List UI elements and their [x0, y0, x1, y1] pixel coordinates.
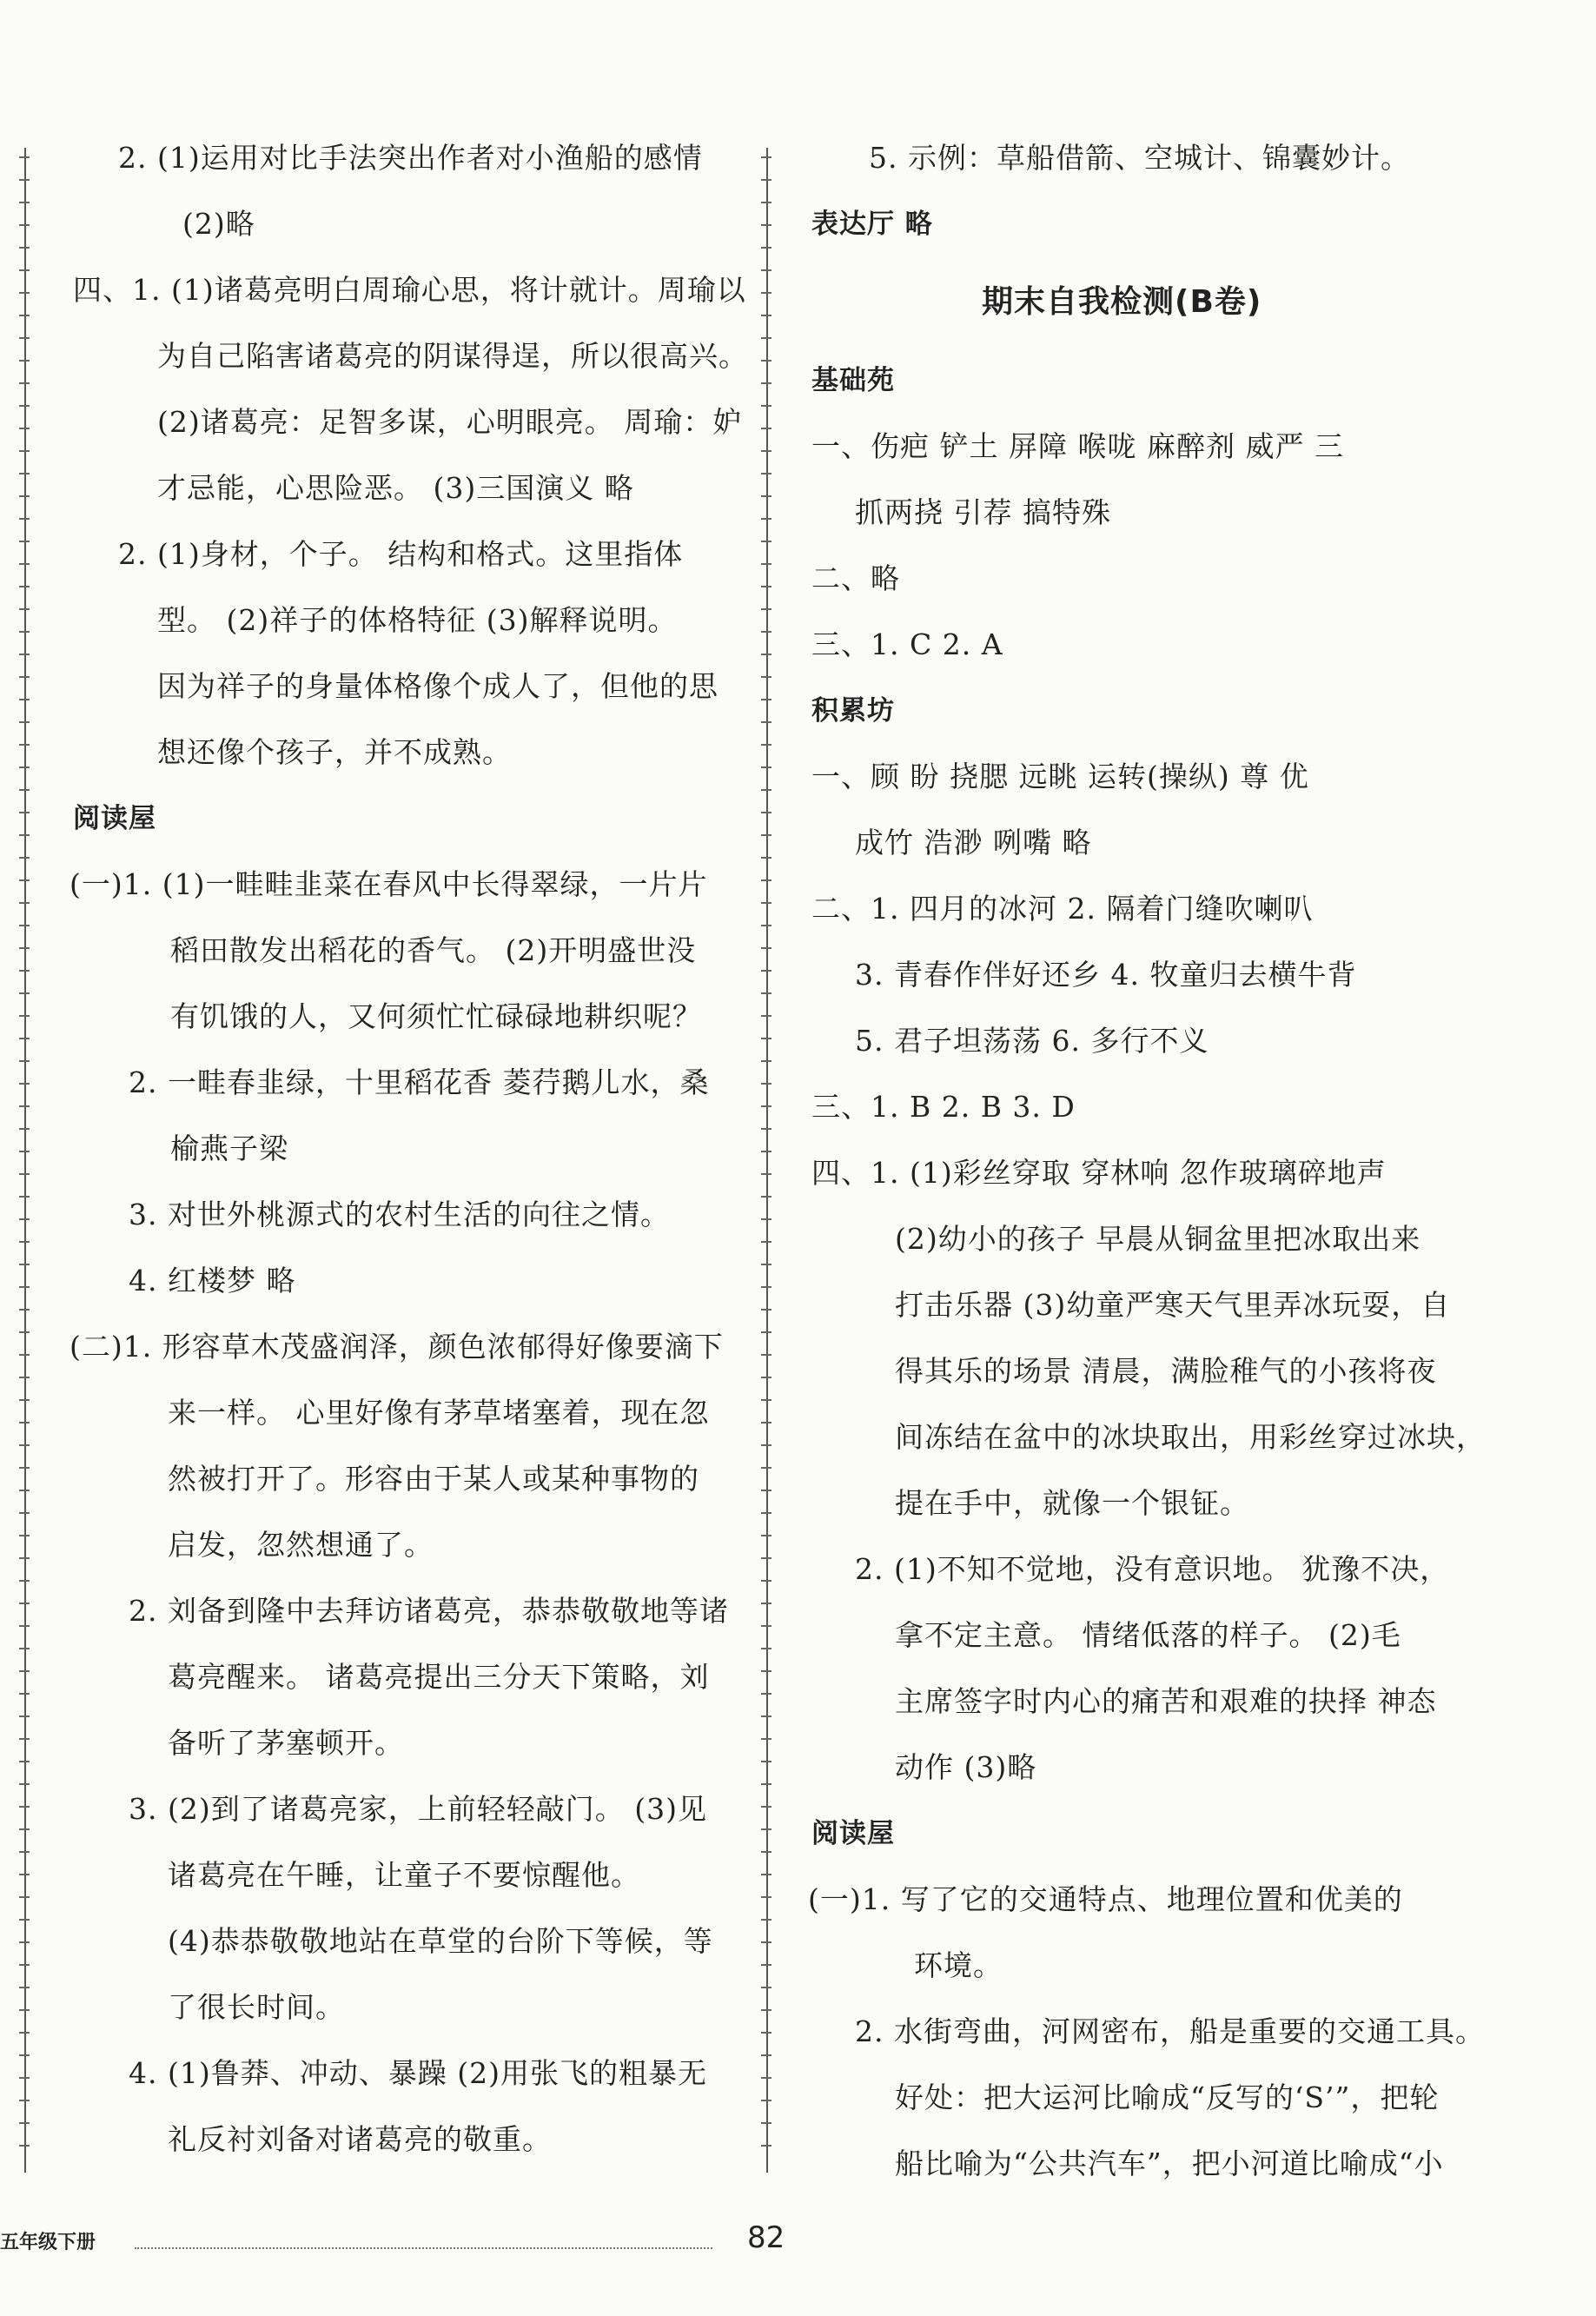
binding-tick — [761, 608, 772, 610]
binding-tick — [761, 1535, 772, 1536]
text-line: (2)略 — [182, 207, 255, 241]
binding-tick — [19, 1241, 30, 1243]
binding-tick — [761, 1783, 772, 1785]
binding-tick — [19, 1196, 30, 1198]
binding-tick — [761, 337, 772, 339]
binding-tick — [761, 1218, 772, 1220]
binding-tick — [19, 970, 30, 972]
binding-tick — [19, 1535, 30, 1536]
binding-tick — [19, 247, 30, 249]
binding-tick — [19, 902, 30, 904]
section-heading: 阅读屋 — [811, 1818, 895, 1849]
binding-tick — [19, 1015, 30, 1017]
text-line: 3. (2)到了诸葛亮家，上前轻轻敲门。 (3)见 — [129, 1792, 707, 1826]
binding-tick — [761, 1580, 772, 1582]
binding-tick — [19, 224, 30, 226]
binding-tick — [761, 1738, 772, 1740]
binding-tick — [19, 563, 30, 565]
binding-tick — [19, 2145, 30, 2147]
binding-tick — [761, 382, 772, 384]
binding-tick — [761, 834, 772, 836]
binding-tick — [761, 1331, 772, 1333]
binding-tick — [19, 1828, 30, 1830]
binding-tick — [19, 1919, 30, 1921]
binding-tick — [761, 1060, 772, 1062]
text-line: 了很长时间。 — [168, 1990, 345, 2024]
binding-tick — [761, 1015, 772, 1017]
grade-label: 五年级下册 — [0, 2232, 96, 2253]
binding-tick — [761, 1874, 772, 1875]
binding-tick — [19, 269, 30, 271]
text-line: 抓两挠 引荐 搞特殊 — [855, 495, 1111, 529]
binding-tick — [19, 721, 30, 723]
binding-tick — [19, 699, 30, 700]
binding-tick — [19, 1738, 30, 1740]
binding-tick — [761, 586, 772, 587]
binding-tick — [19, 1783, 30, 1785]
binding-tick — [19, 360, 30, 362]
binding-tick — [761, 202, 772, 203]
binding-tick — [761, 2077, 772, 2079]
binding-tick — [19, 879, 30, 881]
binding-tick — [19, 1806, 30, 1808]
text-line: (4)恭恭敬敬地站在草堂的台阶下等候，等 — [168, 1924, 713, 1958]
binding-tick — [761, 1715, 772, 1717]
binding-tick — [761, 744, 772, 746]
binding-tick — [19, 473, 30, 474]
binding-tick — [19, 1467, 30, 1469]
binding-tick — [761, 224, 772, 226]
binding-tick — [761, 1557, 772, 1559]
binding-tick — [761, 1354, 772, 1356]
binding-tick — [19, 1444, 30, 1446]
text-line: 葛亮醒来。 诸葛亮提出三分天下策略，刘 — [168, 1660, 710, 1694]
binding-tick — [761, 1490, 772, 1491]
binding-tick — [19, 766, 30, 768]
binding-tick — [761, 1964, 772, 1966]
binding-tick — [19, 382, 30, 384]
binding-tick — [19, 1128, 30, 1130]
binding-tick — [19, 1377, 30, 1378]
binding-tick — [19, 450, 30, 452]
binding-tick — [761, 789, 772, 791]
text-line: 2. 刘备到隆中去拜访诸葛亮，恭恭敬敬地等诸 — [129, 1594, 729, 1628]
binding-tick — [19, 676, 30, 678]
binding-tick — [19, 1603, 30, 1604]
text-line: 主席签字时内心的痛苦和艰难的抉择 神态 — [895, 1684, 1437, 1718]
binding-tick — [761, 156, 772, 158]
text-line: 间冻结在盆中的冰块取出，用彩丝穿过冰块， — [895, 1420, 1486, 1454]
footer-dotted-rule — [135, 2247, 712, 2249]
binding-tick — [19, 1286, 30, 1288]
binding-tick — [19, 1512, 30, 1514]
binding-tick — [19, 789, 30, 791]
binding-tick — [19, 1941, 30, 1943]
binding-tick — [761, 1828, 772, 1830]
binding-tick — [761, 1128, 772, 1130]
binding-tick — [761, 2122, 772, 2124]
binding-tick — [19, 1218, 30, 1220]
text-line: (一)1. (1)一畦畦韭菜在春风中长得翠绿，一片片 — [70, 867, 708, 901]
text-line: 才忌能，心思险恶。 (3)三国演义 略 — [157, 471, 634, 505]
section-heading: 积累坊 — [811, 695, 895, 727]
text-line: 动作 (3)略 — [895, 1750, 1037, 1784]
text-line: 2. 水街弯曲，河网密布，船是重要的交通工具。 — [855, 2014, 1485, 2048]
binding-tick — [761, 360, 772, 362]
binding-tick — [761, 1264, 772, 1265]
binding-tick — [761, 2100, 772, 2101]
binding-tick — [19, 857, 30, 859]
binding-tick — [761, 405, 772, 407]
binding-tick — [761, 2009, 772, 2011]
binding-tick — [761, 1625, 772, 1627]
binding-tick — [19, 1083, 30, 1085]
text-line: 2. (1)运用对比手法突出作者对小渔船的感情 — [118, 141, 703, 175]
binding-tick — [761, 654, 772, 655]
binding-tick — [19, 925, 30, 926]
text-line: 4. (1)鲁莽、冲动、暴躁 (2)用张飞的粗暴无 — [129, 2056, 707, 2090]
binding-tick — [19, 1060, 30, 1062]
text-line: 5. 示例：草船借箭、空城计、锦囊妙计。 — [869, 141, 1410, 175]
binding-tick — [761, 1422, 772, 1423]
binding-tick — [19, 1490, 30, 1491]
binding-tick — [19, 2077, 30, 2079]
text-line: 得其乐的场景 清晨，满脸稚气的小孩将夜 — [895, 1354, 1437, 1388]
binding-tick — [761, 1083, 772, 1085]
binding-tick — [761, 495, 772, 497]
binding-tick — [761, 1603, 772, 1604]
binding-tick — [761, 1399, 772, 1401]
text-line: 四、1. (1)彩丝穿取 穿林响 忽作玻璃碎地声 — [811, 1156, 1387, 1190]
binding-tick — [19, 156, 30, 158]
binding-tick — [761, 1444, 772, 1446]
binding-tick — [19, 1173, 30, 1175]
binding-tick — [761, 947, 772, 949]
binding-tick — [19, 1964, 30, 1966]
binding-tick — [19, 812, 30, 813]
text-line: 好处：把大运河比喻成“反写的‘S’”，把轮 — [895, 2080, 1440, 2114]
binding-tick — [19, 586, 30, 587]
binding-tick — [761, 1173, 772, 1175]
text-line: 有饥饿的人，又何须忙忙碌碌地耕织呢？ — [170, 999, 702, 1033]
binding-tick — [19, 1761, 30, 1762]
binding-tick — [761, 1761, 772, 1762]
binding-tick — [19, 1422, 30, 1423]
page-number: 82 — [747, 2220, 785, 2255]
text-line: 四、1. (1)诸葛亮明白周瑜心思，将计就计。周瑜以 — [73, 273, 746, 307]
section-heading: 基础苑 — [811, 365, 895, 396]
text-line: 一、顾 盼 挠腮 远眺 运转(操纵) 尊 优 — [811, 760, 1309, 793]
text-line: 成竹 浩渺 咧嘴 略 — [855, 826, 1092, 859]
binding-tick — [19, 292, 30, 294]
binding-tick — [761, 631, 772, 633]
binding-tick — [19, 1625, 30, 1627]
text-line: 因为祥子的身量体格像个成人了，但他的思 — [157, 669, 719, 703]
text-line: 备听了茅塞顿开。 — [168, 1726, 404, 1760]
binding-tick — [761, 269, 772, 271]
binding-tick — [19, 179, 30, 181]
binding-tick — [761, 925, 772, 926]
binding-tick — [19, 1264, 30, 1265]
binding-tick — [19, 2122, 30, 2124]
binding-tick — [761, 1286, 772, 1288]
binding-tick — [19, 337, 30, 339]
text-line: 礼反衬刘备对诸葛亮的敬重。 — [168, 2122, 552, 2156]
text-line: 船比喻为“公共汽车”，把小河道比喻成“小 — [895, 2147, 1444, 2180]
binding-tick — [19, 1557, 30, 1559]
binding-tick — [19, 744, 30, 746]
binding-tick — [19, 992, 30, 994]
binding-tick — [19, 834, 30, 836]
text-line: 为自己陷害诸葛亮的阴谋得逞，所以很高兴。 — [157, 339, 748, 373]
binding-tick — [19, 1874, 30, 1875]
binding-tick — [19, 518, 30, 520]
text-line: 一、伤疤 铲土 屏障 喉咙 麻醉剂 威严 三 — [811, 429, 1344, 463]
binding-tick — [19, 947, 30, 949]
binding-tick — [19, 1038, 30, 1039]
binding-tick — [761, 857, 772, 859]
text-line: 打击乐器 (3)幼童严寒天气里弄冰玩耍，自 — [895, 1288, 1451, 1322]
binding-tick — [761, 1467, 772, 1469]
binding-tick — [19, 315, 30, 316]
text-line: 榆燕子梁 — [170, 1131, 288, 1165]
binding-tick — [19, 1851, 30, 1853]
binding-tick — [761, 563, 772, 565]
text-line: 4. 红楼梦 略 — [129, 1264, 296, 1297]
binding-tick — [19, 1987, 30, 1988]
text-line: 然被打开了。形容由于某人或某种事物的 — [168, 1462, 699, 1496]
binding-tick — [761, 1151, 772, 1152]
binding-tick — [19, 1896, 30, 1898]
text-line: (二)1. 形容草木茂盛润泽，颜色浓郁得好像要滴下 — [70, 1330, 724, 1364]
binding-tick — [761, 1241, 772, 1243]
binding-tick — [19, 654, 30, 655]
binding-tick — [19, 1399, 30, 1401]
binding-tick — [19, 1354, 30, 1356]
text-line: 拿不定主意。 情绪低落的样子。 (2)毛 — [895, 1618, 1401, 1652]
binding-tick — [761, 1648, 772, 1649]
text-line: 三、1. B 2. B 3. D — [811, 1090, 1076, 1124]
binding-tick — [761, 1196, 772, 1198]
section-heading: 表达厅 略 — [811, 209, 933, 240]
text-line: 来一样。 心里好像有茅草堵塞着，现在忽 — [168, 1396, 710, 1430]
text-line: 二、1. 四月的冰河 2. 隔着门缝吹喇叭 — [811, 892, 1314, 926]
binding-tick — [761, 1512, 772, 1514]
text-line: 2. (1)不知不觉地，没有意识地。 犹豫不决， — [855, 1552, 1450, 1586]
binding-tick — [19, 1670, 30, 1672]
text-line: 3. 青春作伴好还乡 4. 牧童归去横牛背 — [855, 958, 1357, 992]
binding-tick — [761, 541, 772, 542]
binding-tick — [19, 202, 30, 203]
binding-tick — [19, 1331, 30, 1333]
text-line: 想还像个孩子，并不成熟。 — [157, 735, 512, 769]
binding-tick — [761, 1919, 772, 1921]
text-line: 二、略 — [811, 561, 900, 595]
binding-tick — [761, 1896, 772, 1898]
binding-tick — [761, 766, 772, 768]
section-heading: 阅读屋 — [73, 803, 156, 834]
text-line: 3. 对世外桃源式的农村生活的向往之情。 — [129, 1198, 670, 1231]
binding-tick — [761, 2145, 772, 2147]
binding-tick — [761, 1851, 772, 1853]
binding-tick — [19, 1580, 30, 1582]
binding-tick — [761, 315, 772, 316]
binding-tick — [761, 473, 772, 474]
text-line: 5. 君子坦荡荡 6. 多行不义 — [855, 1024, 1209, 1058]
text-line: 2. (1)身材，个子。 结构和格式。这里指体 — [118, 537, 684, 571]
binding-tick — [761, 1941, 772, 1943]
binding-tick — [19, 428, 30, 429]
binding-tick — [761, 1038, 772, 1039]
binding-tick — [19, 2032, 30, 2034]
binding-tick — [19, 2054, 30, 2056]
binding-tick — [761, 450, 772, 452]
text-line: (2)诸葛亮：足智多谋，心明眼亮。 周瑜：妒 — [157, 405, 743, 439]
binding-tick — [761, 2032, 772, 2034]
binding-tick — [761, 699, 772, 700]
binding-tick — [761, 428, 772, 429]
binding-tick — [761, 970, 772, 972]
binding-tick — [761, 1670, 772, 1672]
binding-tick — [761, 812, 772, 813]
text-line: 型。 (2)祥子的体格特征 (3)解释说明。 — [157, 603, 678, 637]
binding-tick — [761, 1806, 772, 1808]
binding-tick — [761, 721, 772, 723]
binding-tick — [19, 1693, 30, 1695]
text-line: 环境。 — [914, 1948, 1003, 1982]
binding-tick — [761, 2054, 772, 2056]
binding-tick — [761, 1987, 772, 1988]
binding-tick — [761, 179, 772, 181]
binding-tick — [19, 1105, 30, 1107]
binding-tick — [19, 541, 30, 542]
binding-tick — [761, 879, 772, 881]
text-line: 稻田散发出稻花的香气。 (2)开明盛世没 — [170, 933, 697, 967]
binding-tick — [19, 495, 30, 497]
binding-tick — [19, 1648, 30, 1649]
binding-tick — [761, 992, 772, 994]
binding-tick — [761, 518, 772, 520]
binding-tick — [761, 1377, 772, 1378]
text-line: 提在手中，就像一个银钲。 — [895, 1486, 1249, 1520]
binding-tick — [19, 608, 30, 610]
binding-tick — [19, 2100, 30, 2101]
text-line: 诸葛亮在午睡，让童子不要惊醒他。 — [168, 1858, 640, 1892]
binding-tick — [761, 1693, 772, 1695]
binding-tick — [19, 2009, 30, 2011]
text-line: 2. 一畦春韭绿，十里稻花香 菱荇鹅儿水，桑 — [129, 1065, 710, 1099]
exam-title: 期末自我检测(B卷) — [982, 284, 1262, 320]
binding-tick — [19, 1151, 30, 1152]
binding-tick — [761, 676, 772, 678]
text-line: 三、1. C 2. A — [811, 627, 1003, 661]
binding-tick — [761, 1309, 772, 1311]
binding-tick — [761, 1105, 772, 1107]
binding-tick — [761, 902, 772, 904]
text-line: (一)1. 写了它的交通特点、地理位置和优美的 — [808, 1882, 1403, 1916]
binding-tick — [19, 1715, 30, 1717]
binding-tick — [19, 631, 30, 633]
binding-tick — [761, 247, 772, 249]
binding-tick — [19, 1309, 30, 1311]
text-line: (2)幼小的孩子 早晨从铜盆里把冰取出来 — [895, 1222, 1421, 1256]
binding-tick — [19, 405, 30, 407]
binding-tick — [761, 292, 772, 294]
text-line: 启发，忽然想通了。 — [168, 1528, 434, 1562]
